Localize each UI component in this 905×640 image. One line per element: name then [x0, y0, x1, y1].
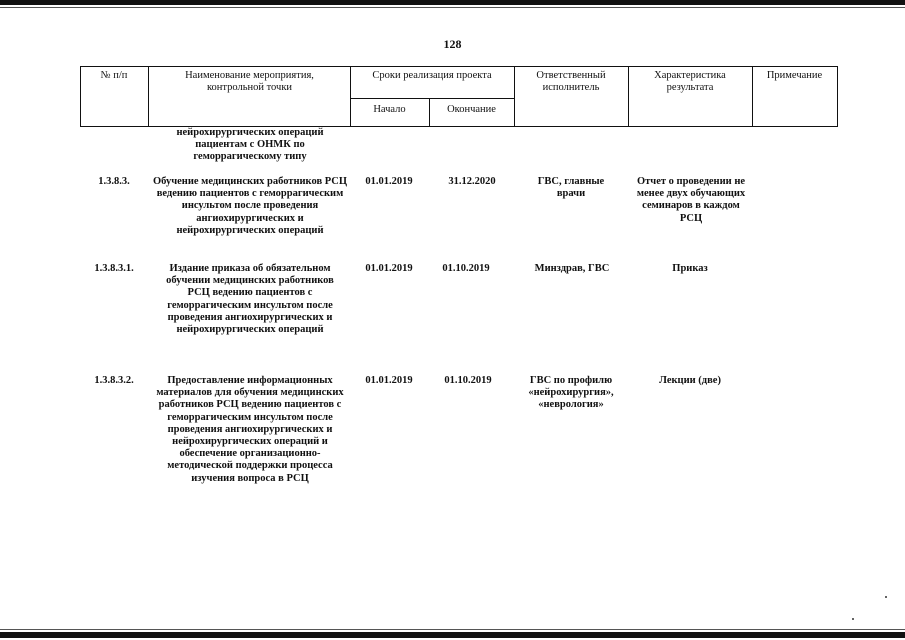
row-name: Обучение медицинских работников РСЦ ведению пациентов с геморрагическим инсультом после проведения ангиохирургических и нейрохирургических операций — [152, 176, 348, 236]
row-result: Отчет о проведении не менее двух обучающих семинаров в каждом РСЦ — [636, 176, 746, 224]
row-number: 1.3.8.3.2. — [94, 375, 134, 386]
row-end-date: 01.10.2019 — [442, 263, 490, 274]
row-name: Издание приказа об обязательном обучении медицинских работников РСЦ ведению пациентов с геморрагическим инсультом после проведения ангиохирургических и нейрохирургических операций — [166, 263, 334, 336]
header-end: Окончание — [447, 104, 496, 115]
top-border-rule — [0, 0, 905, 5]
header-note: Примечание — [766, 70, 823, 81]
header-name: Наименование мероприятия, контрольной точки — [185, 70, 314, 93]
row-result: Приказ — [672, 263, 708, 274]
header-start: Начало — [373, 104, 406, 115]
bottom-border-rule-thin — [0, 629, 905, 630]
header-period: Сроки реализация проекта — [372, 70, 492, 81]
bottom-border-rule — [0, 632, 905, 638]
top-border-rule-thin — [0, 7, 905, 8]
scan-speck — [885, 596, 887, 598]
row-responsible: ГВС, главные врачи — [537, 176, 605, 200]
row-start-date: 01.01.2019 — [365, 375, 413, 386]
scan-speck — [852, 618, 854, 620]
row-end-date: 31.12.2020 — [448, 176, 496, 187]
page-number: 128 — [443, 37, 462, 51]
row-start-date: 01.01.2019 — [365, 176, 413, 187]
row-start-date: 01.01.2019 — [365, 263, 413, 274]
row-responsible: ГВС по профилю «нейрохирургия», «неврология» — [528, 375, 614, 411]
row-result: Лекции (две) — [659, 375, 721, 386]
header-responsible: Ответственный исполнитель — [536, 70, 606, 93]
header-result: Характеристика результата — [654, 70, 726, 93]
row-responsible: Минздрав, ГВС — [534, 263, 610, 274]
header-num: № п/п — [100, 70, 128, 81]
row-name: Предоставление информационных материалов для обучения медицинских работников РСЦ ведению пациентов с геморрагическим инсультом после проведения ангиохирургических и нейрохирургических операций и обеспечение организационно-методической поддержки процесса изучения вопроса в РСЦ — [156, 375, 344, 484]
row-number: 1.3.8.3. — [98, 176, 130, 187]
row-number: 1.3.8.3.1. — [94, 263, 134, 274]
row-end-date: 01.10.2019 — [444, 375, 492, 386]
continuation-text: нейрохирургических операций пациентам с ОНМК по геморрагическому типу — [176, 127, 324, 163]
